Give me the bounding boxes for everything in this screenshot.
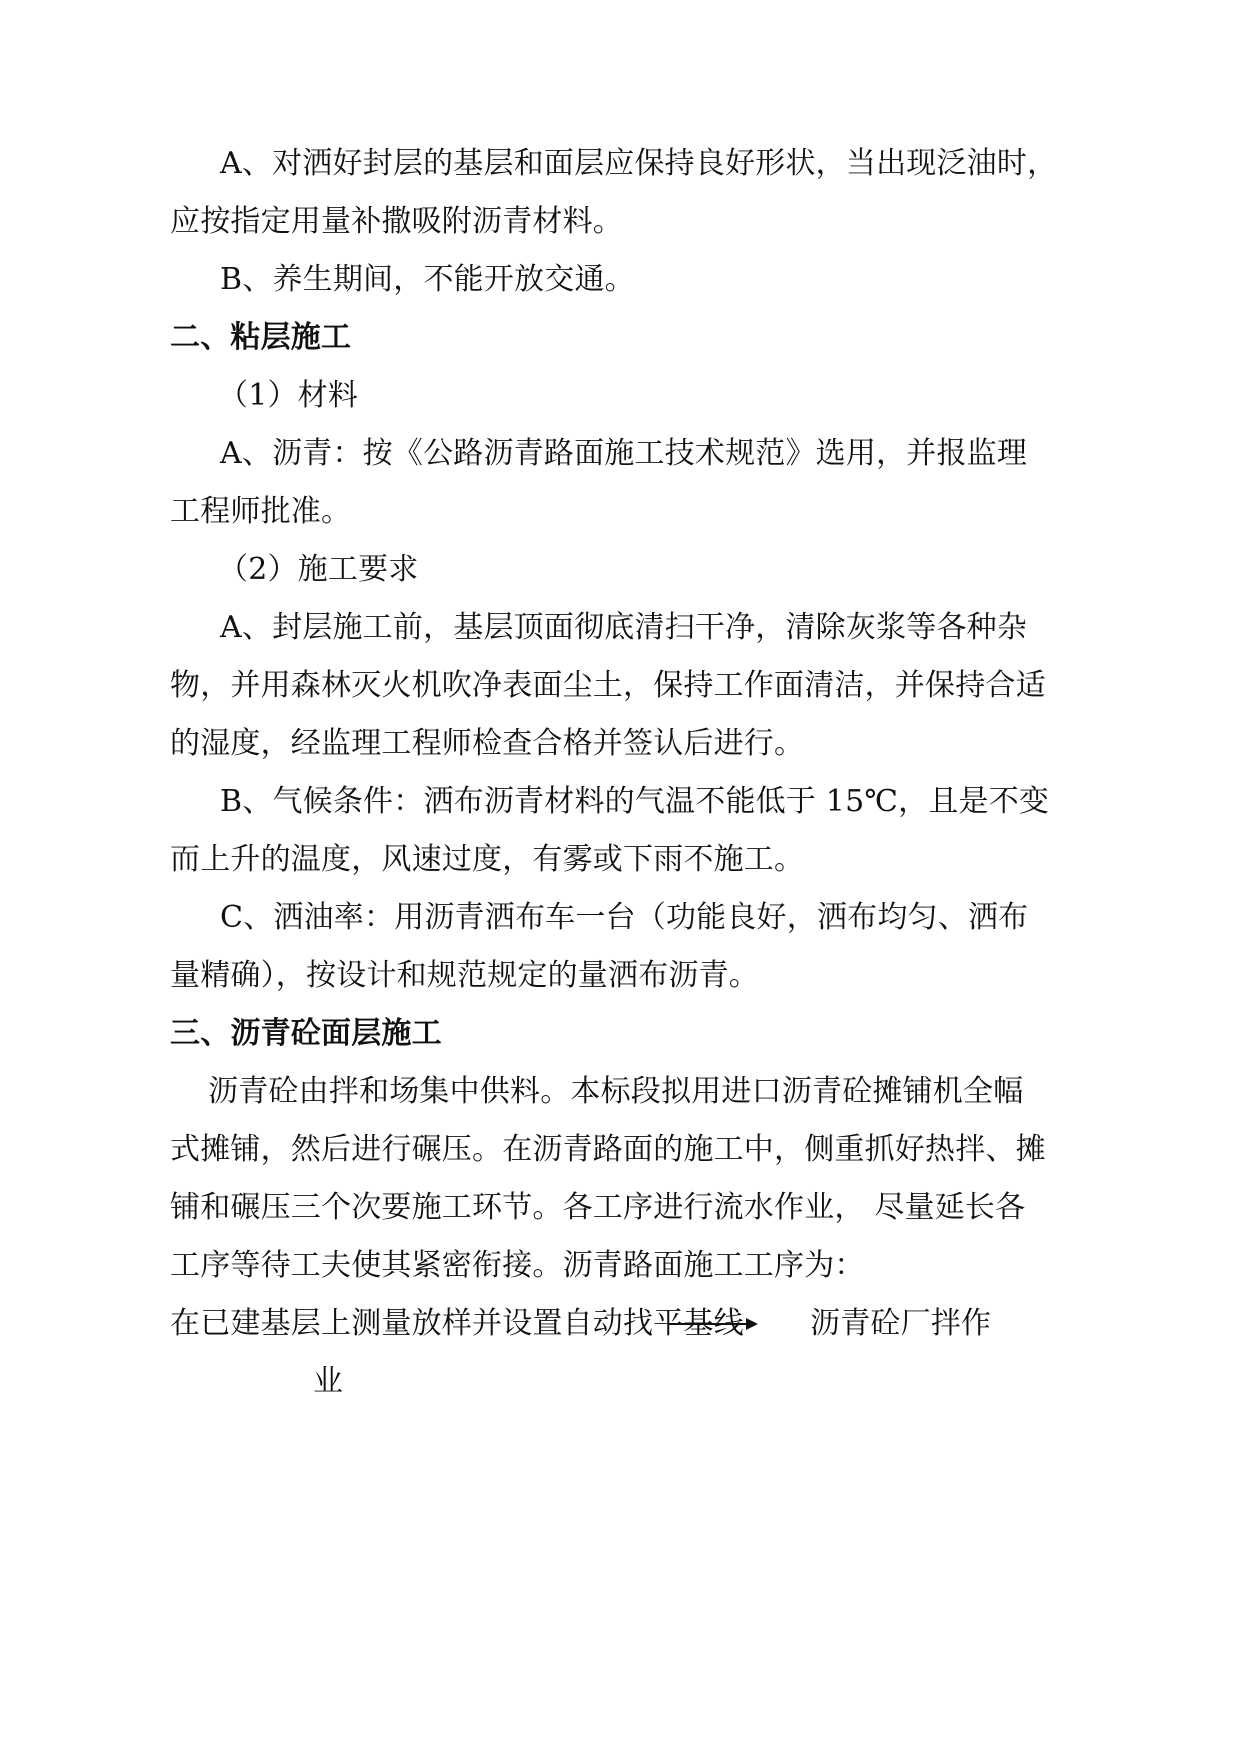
subheading-construction-requirements: （2）施工要求 [218, 552, 419, 587]
paragraph-climate-line2: 而上升的温度，风速过度，有雾或下雨不施工。 [170, 842, 805, 877]
flow-step-plant-mixing: 沥青砼厂拌作 [810, 1306, 992, 1341]
paragraph-asphalt-concrete-line1: 沥青砼由拌和场集中供料。本标段拟用进口沥青砼摊铺机全幅 [208, 1074, 1024, 1109]
flow-step-survey-layout: 在已建基层上测量放样并设置自动找平基线 [170, 1306, 744, 1341]
paragraph-asphalt-concrete-line3: 铺和碾压三个次要施工环节。各工序进行流水作业， 尽量延长各 [170, 1190, 1026, 1225]
paragraph-spray-rate-line2: 量精确），按设计和规范规定的量洒布沥青。 [170, 958, 759, 993]
paragraph-spray-rate-line1: C、洒油率：用沥青洒布车一台（功能良好，洒布均匀、洒布 [220, 900, 1029, 935]
paragraph-seal-maintenance-line1: A、对洒好封层的基层和面层应保持良好形状，当出现泛油时， [220, 146, 1058, 181]
paragraph-pre-construction-line1: A、封层施工前，基层顶面彻底清扫干净，清除灰浆等各种杂 [220, 610, 1028, 645]
paragraph-pre-construction-line3: 的湿度，经监理工程师检查合格并签认后进行。 [170, 726, 805, 761]
paragraph-asphalt-concrete-line2: 式摊铺，然后进行碾压。在沥青路面的施工中，侧重抓好热拌、摊 [170, 1132, 1046, 1167]
section-heading-asphalt-concrete: 三、沥青砼面层施工 [170, 1016, 442, 1051]
paragraph-seal-maintenance-line2: 应按指定用量补撒吸附沥青材料。 [170, 204, 623, 239]
paragraph-curing-period: B、养生期间，不能开放交通。 [220, 262, 635, 297]
flow-step-plant-mixing-cont: 业 [313, 1364, 344, 1399]
paragraph-asphalt-concrete-line4: 工序等待工夫使其紧密衔接。沥青路面施工工序为： [170, 1248, 865, 1283]
right-arrow-icon [668, 1314, 758, 1334]
paragraph-asphalt-line2: 工程师批准。 [170, 494, 352, 529]
paragraph-pre-construction-line2: 物，并用森林灭火机吹净表面尘土，保持工作面清洁，并保持合适 [170, 668, 1046, 703]
section-heading-tack-coat: 二、粘层施工 [170, 320, 352, 355]
paragraph-asphalt-line1: A、沥青：按《公路沥青路面施工技术规范》选用，并报监理 [220, 436, 1028, 471]
subheading-materials: （1）材料 [218, 378, 359, 413]
paragraph-climate-line1: B、气候条件：洒布沥青材料的气温不能低于 15℃，且是不变 [220, 784, 1050, 819]
